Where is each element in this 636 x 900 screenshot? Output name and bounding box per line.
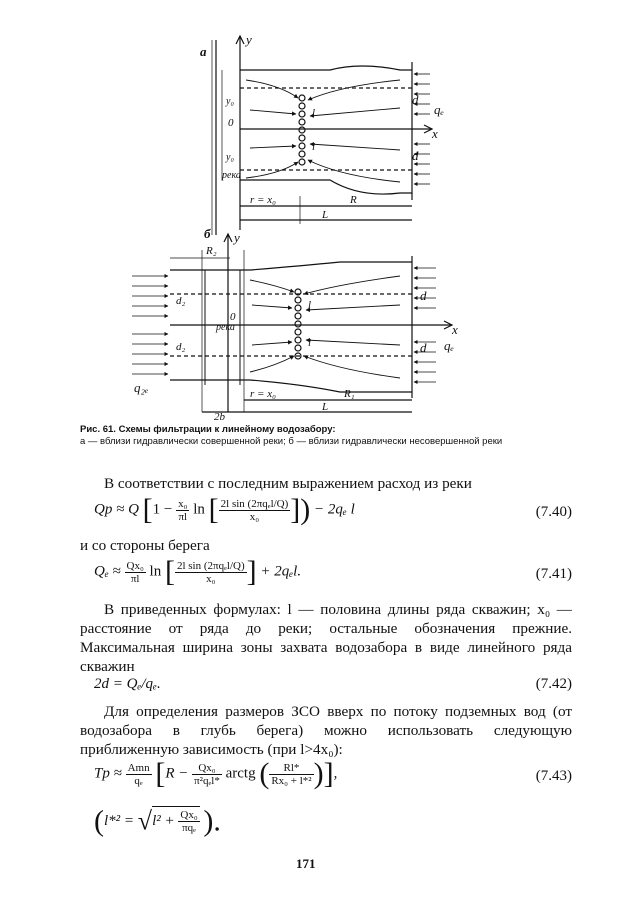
x0-label-b: r = x₀ — [250, 388, 276, 400]
caption-title: Рис. 61. Схемы фильтрации к линейному водозабору: — [80, 424, 336, 435]
f740-frac2-den: x₀ — [249, 510, 260, 523]
f740-number: (7.40) — [535, 504, 572, 520]
f741-frac2-den: x₀ — [206, 572, 216, 585]
lower-boundary-b — [170, 380, 412, 392]
origin-b: 0 — [230, 311, 236, 323]
river-word-a: река — [222, 170, 241, 181]
d2-label-top: d₂ — [176, 295, 186, 307]
f740-frac1-num: x₀ — [178, 497, 188, 510]
f740-frac2-num: 2l sin (2πqₑl/Q) — [220, 497, 289, 510]
paragraph-2: и со стороны берега — [80, 537, 210, 554]
f741-frac2-num: 2l sin (2πqₑl/Q) — [176, 559, 245, 572]
qe-label-b: qₑ — [444, 338, 454, 353]
f743-frac3-den: Rx₀ + l*² — [271, 774, 312, 787]
f740-open: 1 − — [152, 501, 173, 518]
f741-frac1-den: πl — [130, 572, 140, 585]
f743b-frac-num: Qx₀ — [180, 809, 198, 821]
f743-frac2-den: π²qₑl* — [194, 774, 220, 787]
d-label-a-bottom: d — [412, 148, 419, 163]
wells-b — [295, 289, 301, 359]
q2e-label-b: q₂ₑ — [134, 380, 149, 395]
y0-a-top: y₀ — [226, 96, 234, 107]
f741-frac1-num: Qx₀ — [126, 559, 144, 572]
f743-number: (7.43) — [535, 768, 572, 784]
paragraph-3: В приведенных формулах: l — половина длины ряда скважин; x₀ — расстояние от ряда до реки; остальные обозначения прежние. Максимальная ширина зоны захвата водозабора в виде линейного ряда скважин — [80, 601, 572, 675]
f742-body: 2d = Qₑ/qₑ. — [94, 676, 161, 692]
f743-lhs: Tр ≈ — [94, 765, 122, 782]
L-label-a: L — [322, 209, 329, 221]
page-number: 171 — [296, 856, 316, 871]
y0-a-bottom: y₀ — [226, 152, 234, 163]
qe-label-a: qₑ — [434, 102, 444, 117]
formula-7-42 — [80, 676, 572, 698]
f740-tail: − 2qₑ l — [314, 501, 355, 518]
axis-y-label-a: y — [246, 32, 252, 47]
f743b-lhs: l*² = — [104, 812, 135, 829]
f743b-frac-den: πqₑ — [182, 822, 196, 834]
l-label-a-top: l — [312, 107, 316, 119]
axis-x-label-a: x — [432, 126, 438, 141]
figure-caption — [80, 424, 580, 447]
origin-a: 0 — [228, 117, 234, 129]
f743-frac2-num: Qx₀ — [192, 762, 222, 775]
upper-boundary-a — [240, 66, 412, 70]
2b-label: 2b — [214, 411, 225, 420]
d-label-a-top: d — [412, 92, 419, 107]
f741-number: (7.41) — [535, 566, 572, 582]
river-word-b: река — [216, 322, 235, 333]
upper-boundary-b — [170, 262, 412, 270]
label-a: а — [200, 44, 207, 59]
f742-number: (7.42) — [535, 676, 572, 692]
f743-frac1-den: qₑ — [134, 774, 143, 787]
f741-lhs: Qₑ ≈ — [94, 563, 121, 580]
figure-61 — [0, 0, 636, 420]
axis-x-label-b: x — [452, 322, 458, 337]
f740-ln: ln — [193, 501, 205, 518]
formula-7-40: Qр ≈ Q [1 − $\frac{\text{x₀}}{\pi l}$ ln [ $\frac{\text{2l sin (2πqₑl/Q)}}{\text{x₀}}$ ]) − 2qₑ l (7.40) — [94, 493, 572, 526]
f743b-tail: ). — [203, 804, 221, 838]
formula-7-41: Qₑ ≈ $\frac{\text{Qx₀}}{\pi l}$ ln [ $\frac{\text{2l sin (2πqₑl/Q)}}{\text{x₀}}$ ] + 2qₑl. (7.41) — [94, 555, 572, 588]
R1-label: R₁ — [344, 388, 355, 400]
L-label-b: L — [322, 401, 329, 413]
caption-body: а — вблизи гидравлически совершенной реки; б — вблизи гидравлически несовершенной реки — [80, 435, 503, 447]
f743-frac3-num: Rl* — [269, 762, 313, 775]
R2-label: R₂ — [206, 245, 217, 257]
paragraph-1: В соответствии с последним выражением расход из реки — [104, 475, 472, 492]
axis-y-label-b: y — [234, 230, 240, 245]
l-label-b-top: l — [308, 299, 312, 311]
f741-ln: ln — [149, 563, 162, 580]
x0-label-a: r = x₀ — [250, 194, 276, 206]
formula-7-43: Tр ≈ $\frac{\text{Amn}}{\text{qₑ}}$ [R − $\frac{\text{Qx₀}}{\text{π²qₑl*}}$ arctg ( $\frac{Rl*}{\text{Rx₀ + l*²}}$ )], (7.43) — [94, 757, 572, 790]
d2-label-bottom: d₂ — [176, 341, 186, 353]
f743-frac1-num: Amn — [127, 761, 150, 774]
paragraph-4: Для определения размеров ЗСО вверх по потоку подземных вод (от водозабора в глубь берега) можно использовать следующую приближенную зависимость (при l>4x₀): — [80, 703, 572, 758]
f740-lhs: Qр ≈ Q — [94, 501, 139, 518]
f743-arctg: arctg — [225, 765, 256, 782]
wells-a — [299, 95, 305, 165]
f743-R: R − — [165, 765, 189, 782]
d-label-b-top: d — [420, 288, 427, 303]
d-label-b-bottom: d — [420, 340, 427, 355]
R-label-a: R — [350, 194, 357, 206]
left-arrows-b — [132, 276, 168, 374]
l-label-b-bottom: l — [308, 337, 312, 349]
f743b-inner: l² + — [152, 812, 175, 829]
label-b: б — [204, 226, 211, 241]
f741-tail: + 2qₑl. — [260, 563, 302, 580]
f740-frac1-den: πl — [178, 510, 188, 523]
formula-7-43b: (l*² = √l² + $\frac{\text{Qx₀}}{\text{πqₑ}}$ ). — [94, 804, 221, 838]
l-label-a-bottom: l — [312, 141, 316, 153]
lower-boundary-a — [240, 180, 412, 194]
